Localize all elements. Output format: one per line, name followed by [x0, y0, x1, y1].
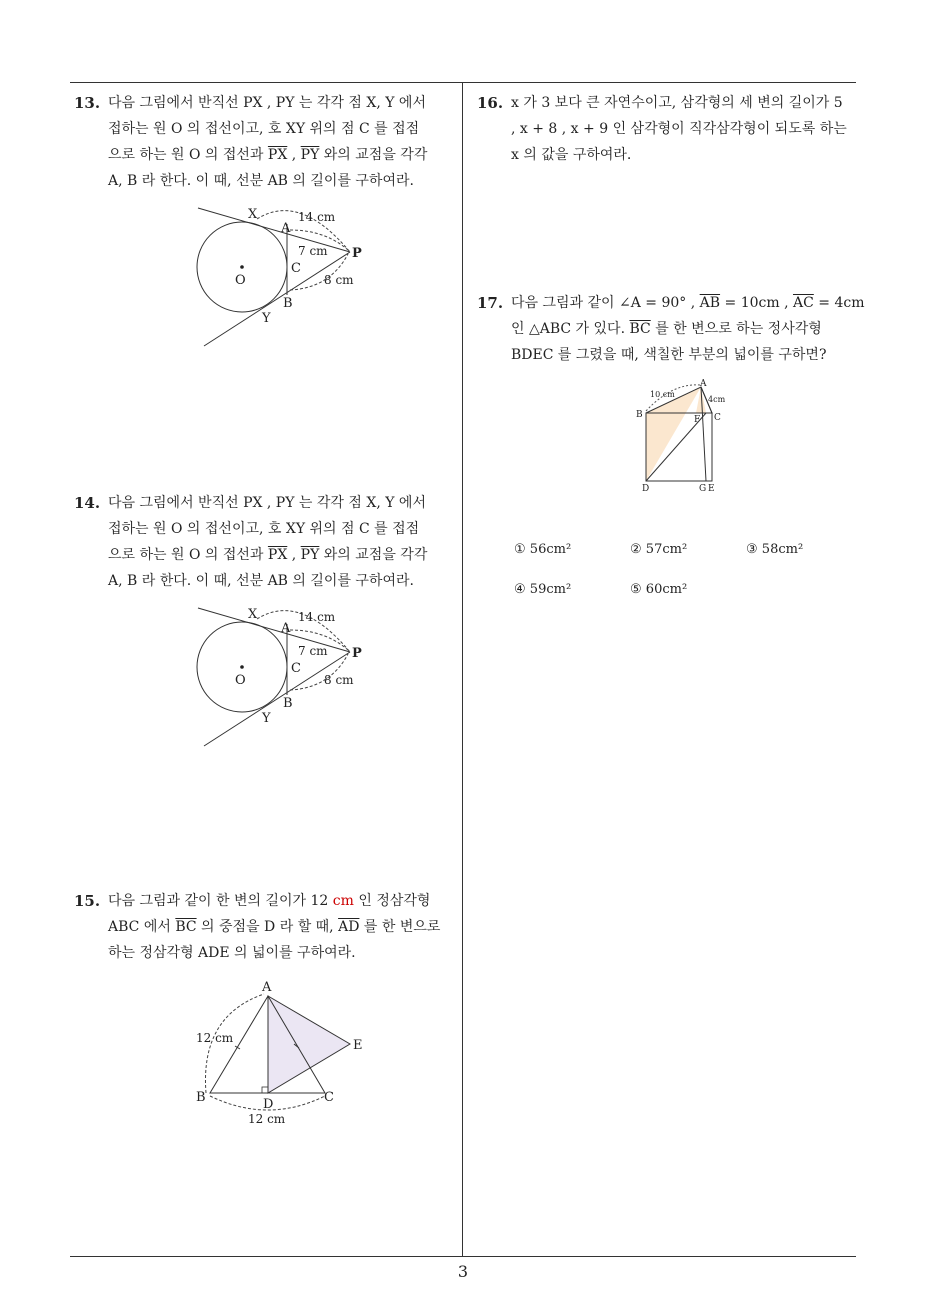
label-f: F: [694, 415, 701, 425]
len-side: 12 cm: [196, 1031, 234, 1045]
label-b: B: [283, 296, 293, 311]
question-line: 인 △ABC 가 있다. $\overline{BC}$ 를 한 변으로 하는 정사각형: [511, 321, 822, 337]
label-d: D: [263, 1097, 274, 1112]
ray-py: $\overline{PY}$: [300, 147, 320, 163]
question-line: 접하는 원 O 의 접선이고, 호 XY 위의 점 C 를 접점: [108, 521, 420, 537]
choice-2[interactable]: ② 57cm²: [630, 542, 688, 557]
question-line: 접하는 원 O 의 접선이고, 호 XY 위의 점 C 를 접점: [108, 121, 420, 137]
question-number: 16.: [477, 94, 504, 112]
q17-figure: [634, 378, 730, 494]
label-c: C: [714, 413, 721, 423]
question-14: [74, 490, 458, 594]
label-x: X: [248, 607, 258, 622]
segment-ad: $\overline{AD}$: [338, 919, 360, 935]
choice-5[interactable]: ⑤ 60cm²: [630, 582, 688, 597]
segment-bc: $\overline{BC}$: [175, 919, 197, 935]
question-line: 다음 그림에서 반직선 PX , PY 는 각각 점 X, Y 에서: [108, 95, 426, 111]
question-13: [74, 90, 458, 194]
question-line: A, B 라 한다. 이 때, 선분 AB 의 길이를 구하여라.: [108, 573, 414, 589]
q13-figure: [190, 200, 370, 350]
label-y: Y: [262, 711, 271, 726]
question-line: x 의 값을 구하여라.: [511, 147, 632, 163]
label-c: C: [291, 261, 301, 276]
q15-figure: [190, 976, 370, 1128]
segment-ac: $\overline{AC}$: [792, 295, 814, 311]
question-number: 15.: [74, 892, 101, 910]
label-p: P: [352, 246, 362, 261]
len-7: 7 cm: [298, 244, 328, 258]
ray-px: $\overline{PX}$: [267, 147, 288, 163]
segment-ab: $\overline{AB}$: [699, 295, 721, 311]
label-o: O: [235, 673, 246, 688]
len-ab: 10 cm: [650, 390, 675, 399]
len-8: 8 cm: [324, 673, 354, 687]
question-number: 17.: [477, 294, 504, 312]
label-c: C: [291, 661, 301, 676]
len-7: 7 cm: [298, 644, 328, 658]
label-e: E: [353, 1038, 363, 1053]
question-line: 으로 하는 원 O 의 접선과 $\overline{PX}$ , $\overline{PY}$ 와의 교점을 각각: [108, 147, 428, 163]
question-number: 13.: [74, 94, 101, 112]
question-line: A, B 라 한다. 이 때, 선분 AB 의 길이를 구하여라.: [108, 173, 414, 189]
question-line: 으로 하는 원 O 의 접선과 $\overline{PX}$ , $\overline{PY}$ 와의 교점을 각각: [108, 547, 428, 563]
bottom-rule: [70, 1256, 856, 1257]
question-line: BDEC 를 그렸을 때, 색칠한 부분의 넓이를 구하면?: [511, 347, 827, 363]
ray-py: $\overline{PY}$: [300, 547, 320, 563]
len-14: 14 cm: [298, 210, 336, 224]
label-x: X: [248, 207, 258, 222]
question-16: [477, 90, 861, 168]
len-ac: 4cm: [708, 395, 726, 404]
label-p: P: [352, 646, 362, 661]
label-b: B: [283, 696, 293, 711]
label-g: G: [699, 484, 707, 494]
label-b: B: [636, 410, 643, 420]
question-line: 다음 그림과 같이 한 변의 길이가 12 cm 인 정삼각형: [108, 893, 431, 909]
label-a: A: [281, 221, 291, 236]
label-e: E: [708, 484, 715, 494]
label-a: A: [281, 621, 291, 636]
question-line: x 가 3 보다 큰 자연수이고, 삼각형의 세 변의 길이가 5: [511, 95, 843, 111]
label-y: Y: [262, 311, 271, 326]
question-number: 14.: [74, 494, 101, 512]
question-15: [74, 888, 458, 966]
question-line: 하는 정삼각형 ADE 의 넓이를 구하여라.: [108, 945, 356, 961]
question-line: 다음 그림과 같이 ∠A = 90° , $\overline{AB} = 10cm$ , $\overline{AC} = 4cm$: [511, 295, 865, 311]
choice-3[interactable]: ③ 58cm²: [746, 542, 804, 557]
len-8: 8 cm: [324, 273, 354, 287]
label-a: A: [262, 980, 272, 995]
len-base: 12 cm: [248, 1112, 286, 1126]
ray-px: $\overline{PX}$: [267, 547, 288, 563]
len-14: 14 cm: [298, 610, 336, 624]
label-b: B: [196, 1090, 206, 1105]
unit-cm: cm: [332, 893, 354, 909]
label-a: A: [700, 379, 707, 389]
label-c: C: [324, 1090, 334, 1105]
label-o: O: [235, 273, 246, 288]
page-number: 3: [457, 1262, 469, 1281]
question-line: , x + 8 , x + 9 인 삼각형이 직각삼각형이 되도록 하는: [511, 121, 847, 137]
choice-1[interactable]: ① 56cm²: [514, 542, 572, 557]
top-rule: [70, 82, 856, 83]
segment-bc: $\overline{BC}$: [629, 321, 651, 337]
choice-4[interactable]: ④ 59cm²: [514, 582, 572, 597]
question-17: [477, 290, 865, 368]
question-line: 다음 그림에서 반직선 PX , PY 는 각각 점 X, Y 에서: [108, 495, 426, 511]
q14-figure: [190, 600, 370, 750]
label-d: D: [642, 484, 650, 494]
question-line: ABC 에서 $\overline{BC}$ 의 중점을 D 라 할 때, $\overline{AD}$ 를 한 변으로: [108, 919, 441, 935]
column-divider: [462, 82, 463, 1257]
